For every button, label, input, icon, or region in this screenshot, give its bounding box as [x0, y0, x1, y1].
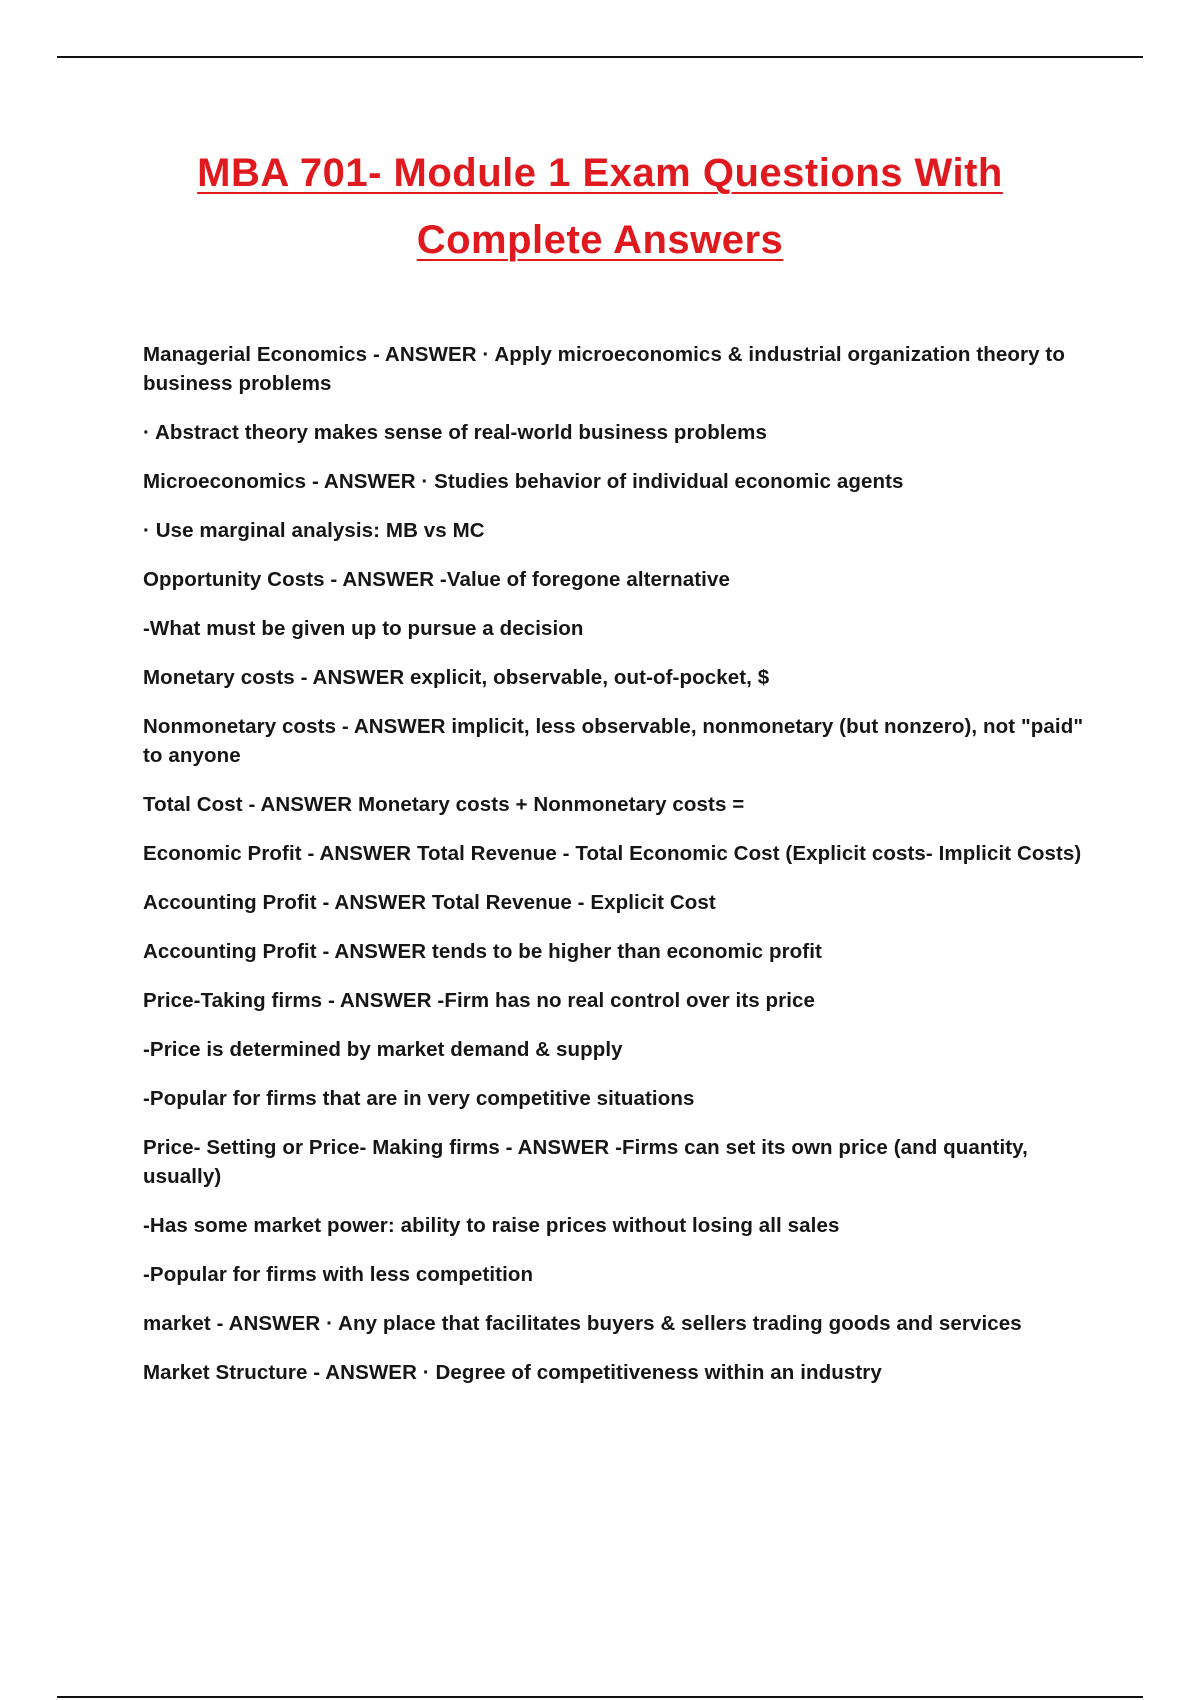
- title-line-2: Complete Answers: [416, 218, 784, 262]
- paragraph: Total Cost - ANSWER Monetary costs + Nonmonetary costs =: [143, 793, 745, 816]
- bottom-rule: [57, 1696, 1143, 1698]
- paragraph: Managerial Economics - ANSWER · Apply microeconomics & industrial organization theory to business problems: [143, 343, 1065, 395]
- paragraph: Price-Taking firms - ANSWER -Firm has no real control over its price: [143, 989, 816, 1012]
- paragraph: -What must be given up to pursue a decision: [143, 617, 584, 640]
- paragraph: Price- Setting or Price- Making firms - ANSWER -Firms can set its own price (and quantity, usually): [143, 1136, 1028, 1188]
- title-line-1: MBA 701- Module 1 Exam Questions With: [197, 151, 1003, 195]
- paragraph: Opportunity Costs - ANSWER -Value of foregone alternative: [143, 568, 730, 591]
- paragraph: Microeconomics - ANSWER · Studies behavior of individual economic agents: [143, 470, 904, 493]
- paragraph: Accounting Profit - ANSWER Total Revenue - Explicit Cost: [143, 891, 716, 914]
- paragraph: -Popular for firms that are in very competitive situations: [143, 1087, 695, 1110]
- paragraph: Monetary costs - ANSWER explicit, observable, out-of-pocket, $: [143, 666, 770, 689]
- paragraph: -Price is determined by market demand & supply: [143, 1038, 623, 1061]
- paragraph: -Has some market power: ability to raise prices without losing all sales: [143, 1214, 840, 1237]
- page-title: [100, 140, 1100, 274]
- paragraph: · Use marginal analysis: MB vs MC: [143, 519, 485, 542]
- paragraph: market - ANSWER · Any place that facilitates buyers & sellers trading goods and services: [143, 1312, 1022, 1335]
- top-rule: [57, 56, 1143, 58]
- paragraph: Market Structure - ANSWER · Degree of competitiveness within an industry: [143, 1361, 882, 1384]
- paragraph: Economic Profit - ANSWER Total Revenue - Total Economic Cost (Explicit costs- Implicit Costs): [143, 842, 1082, 865]
- paragraph: · Abstract theory makes sense of real-world business problems: [143, 421, 767, 444]
- document-body: [143, 340, 1093, 1407]
- paragraph: -Popular for firms with less competition: [143, 1263, 534, 1286]
- paragraph: Accounting Profit - ANSWER tends to be higher than economic profit: [143, 940, 822, 963]
- paragraph: Nonmonetary costs - ANSWER implicit, less observable, nonmonetary (but nonzero), not "paid" to anyone: [143, 715, 1084, 767]
